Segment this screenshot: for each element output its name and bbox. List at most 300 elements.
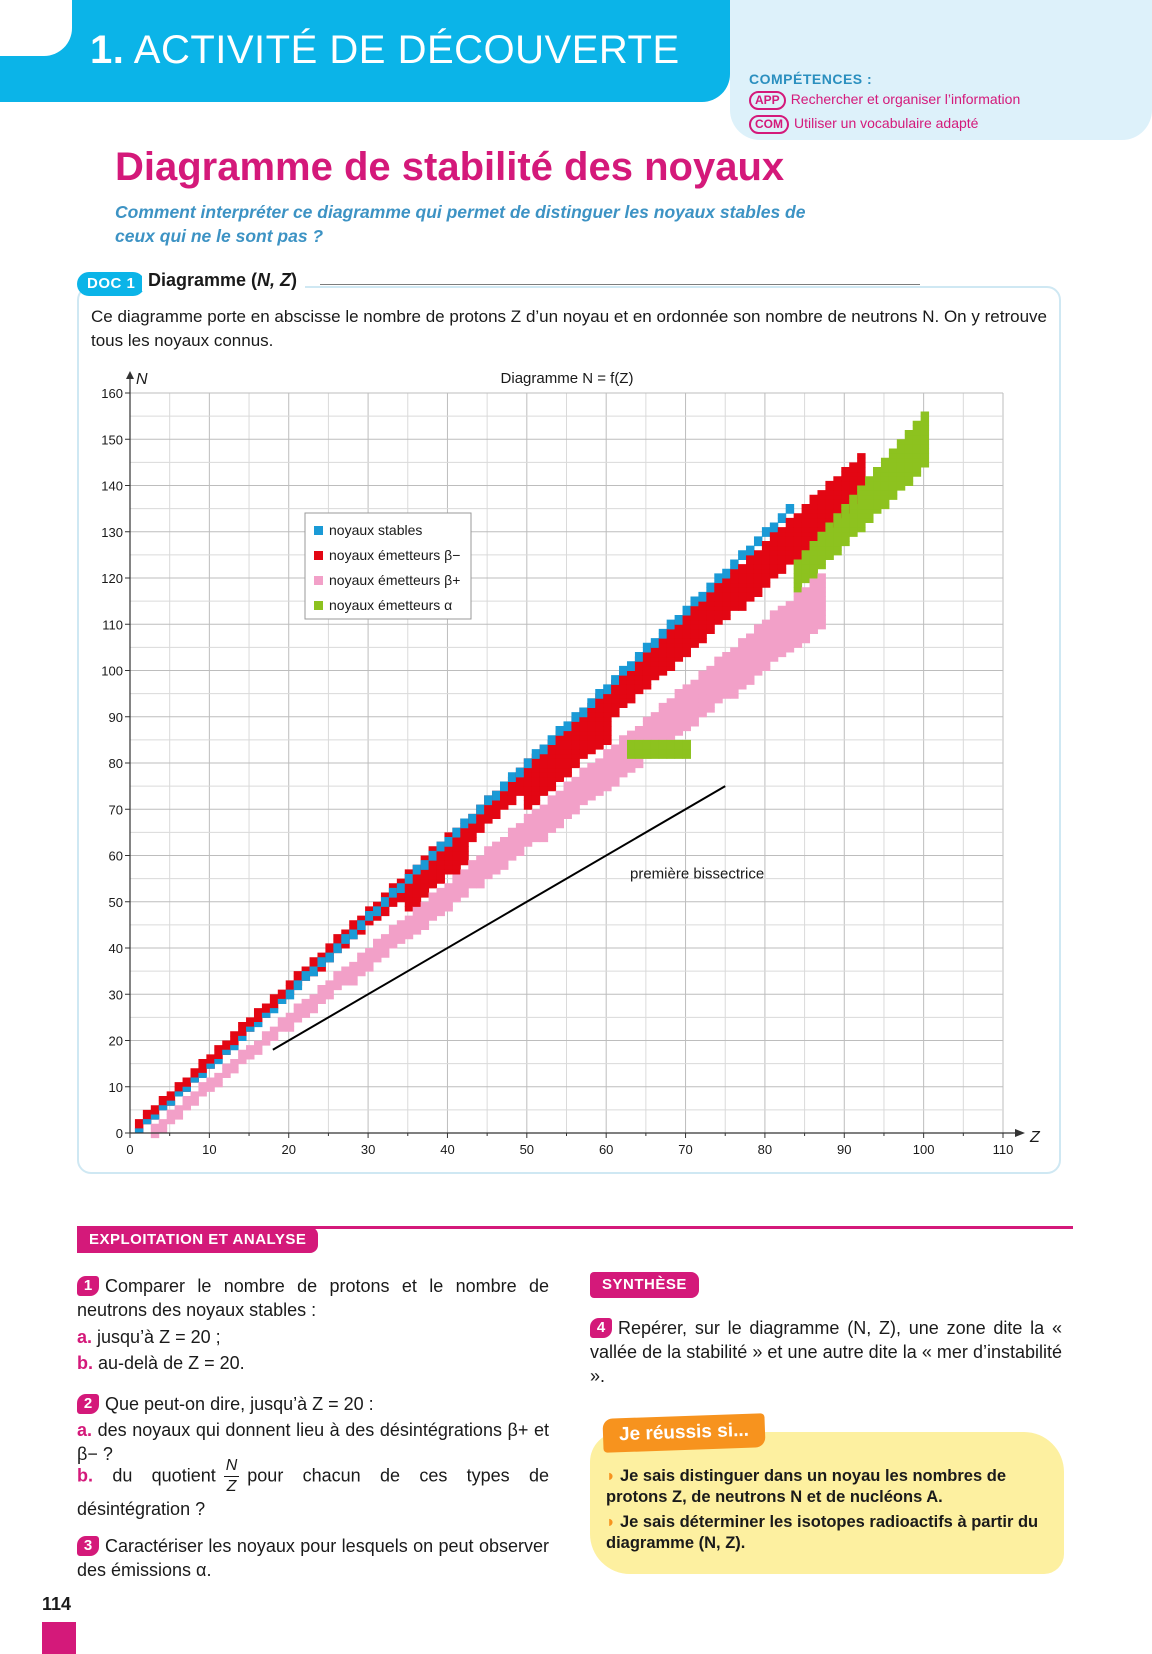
mark-beta-minus — [167, 1096, 175, 1101]
mark-beta-minus — [778, 536, 786, 541]
mark-stable — [722, 569, 730, 574]
mark-beta-minus — [683, 629, 691, 634]
mark-stable — [286, 990, 294, 995]
legend-swatch — [314, 576, 323, 585]
mark-beta-minus — [579, 740, 587, 745]
mark-beta-minus — [675, 634, 683, 639]
mark-alpha — [865, 481, 873, 486]
mark-beta-plus — [619, 740, 627, 745]
mark-beta-minus — [452, 842, 460, 847]
mark-alpha — [857, 490, 865, 495]
mark-beta-minus — [532, 795, 540, 800]
mark-stable — [746, 550, 754, 555]
mark-alpha — [833, 518, 841, 523]
mark-beta-plus — [754, 652, 762, 657]
mark-beta-plus — [730, 666, 738, 671]
mark-alpha — [857, 486, 865, 491]
mark-beta-minus — [802, 532, 810, 537]
mark-beta-minus — [690, 643, 698, 648]
mark-stable — [786, 504, 794, 509]
mark-beta-plus — [556, 805, 564, 810]
mark-beta-plus — [556, 823, 564, 828]
mark-beta-minus — [389, 897, 397, 902]
mark-beta-minus — [833, 476, 841, 481]
mark-beta-minus — [341, 930, 349, 935]
legend-swatch — [314, 601, 323, 610]
mark-beta-minus — [540, 763, 548, 768]
mark-beta-minus — [802, 523, 810, 528]
mark-beta-minus — [587, 712, 595, 717]
mark-beta-minus — [810, 536, 818, 541]
mark-beta-minus — [564, 745, 572, 750]
mark-beta-minus — [484, 805, 492, 810]
mark-alpha — [905, 476, 913, 481]
mark-stable — [262, 1013, 270, 1018]
mark-beta-minus — [135, 1124, 143, 1129]
mark-beta-minus — [770, 569, 778, 574]
mark-beta-plus — [524, 819, 532, 824]
mark-beta-minus — [817, 499, 825, 504]
mark-beta-minus — [500, 805, 508, 810]
mark-beta-plus — [722, 661, 730, 666]
mark-beta-plus — [770, 620, 778, 625]
mark-beta-plus — [421, 920, 429, 925]
mark-beta-plus — [738, 643, 746, 648]
y-tick-label: 80 — [108, 756, 123, 771]
x-tick-label: 110 — [992, 1142, 1014, 1157]
mark-beta-plus — [492, 842, 500, 847]
mark-beta-plus — [690, 694, 698, 699]
mark-beta-minus — [564, 772, 572, 777]
mark-stable — [278, 999, 286, 1004]
mark-alpha — [817, 560, 825, 565]
question-number: 3 — [77, 1536, 99, 1556]
mark-beta-minus — [825, 486, 833, 491]
mark-alpha — [873, 486, 881, 491]
mark-beta-plus — [532, 809, 540, 814]
y-tick-label: 20 — [108, 1033, 123, 1049]
mark-stable — [421, 865, 429, 870]
mark-beta-plus — [683, 694, 691, 699]
mark-beta-plus — [746, 657, 754, 662]
mark-beta-plus — [746, 680, 754, 685]
mark-beta-minus — [810, 513, 818, 518]
mark-beta-plus — [548, 795, 556, 800]
mark-beta-minus — [429, 846, 437, 851]
mark-beta-minus — [683, 638, 691, 643]
mark-beta-plus — [810, 629, 818, 634]
mark-stable — [659, 629, 667, 634]
mark-beta-minus — [532, 768, 540, 773]
mark-beta-minus — [476, 828, 484, 833]
mark-beta-minus — [730, 592, 738, 597]
mark-beta-plus — [754, 657, 762, 662]
mark-beta-plus — [429, 893, 437, 898]
mark-beta-plus — [476, 874, 484, 879]
mark-beta-minus — [524, 795, 532, 800]
mark-beta-minus — [595, 735, 603, 740]
mark-beta-plus — [778, 624, 786, 629]
mark-alpha — [889, 449, 897, 454]
mark-beta-plus — [325, 994, 333, 999]
mark-stable — [643, 647, 651, 652]
mark-beta-plus — [706, 671, 714, 676]
mark-stable — [746, 546, 754, 551]
mark-alpha — [897, 449, 905, 454]
question-3: 3 Caractériser les noyaux pour lesquels on peut observer des émissions α. — [77, 1536, 549, 1580]
mark-beta-minus — [325, 943, 333, 948]
mark-beta-plus — [302, 1008, 310, 1013]
mark-stable — [190, 1078, 198, 1083]
mark-stable — [579, 712, 587, 717]
mark-beta-plus — [770, 657, 778, 662]
mark-alpha — [913, 435, 921, 440]
mark-beta-minus — [437, 865, 445, 870]
mark-beta-minus — [222, 1045, 230, 1050]
mark-beta-minus — [397, 879, 405, 884]
mark-beta-minus — [437, 869, 445, 874]
mark-beta-minus — [770, 532, 778, 537]
mark-beta-minus — [500, 800, 508, 805]
mark-beta-minus — [730, 587, 738, 592]
mark-beta-plus — [564, 791, 572, 796]
mark-beta-plus — [714, 689, 722, 694]
mark-beta-plus — [746, 647, 754, 652]
mark-beta-minus — [643, 652, 651, 657]
mark-beta-minus — [667, 661, 675, 666]
mark-alpha — [857, 499, 865, 504]
mark-beta-plus — [548, 800, 556, 805]
mark-beta-plus — [357, 962, 365, 967]
mark-alpha — [675, 740, 683, 745]
mark-beta-plus — [500, 842, 508, 847]
mark-beta-plus — [611, 782, 619, 787]
mark-beta-minus — [405, 883, 413, 888]
mark-beta-minus — [659, 638, 667, 643]
mark-beta-minus — [738, 569, 746, 574]
mark-beta-plus — [484, 860, 492, 865]
mark-beta-minus — [754, 569, 762, 574]
mark-stable — [690, 601, 698, 606]
mark-beta-minus — [659, 671, 667, 676]
mark-beta-minus — [190, 1068, 198, 1073]
mark-alpha — [817, 541, 825, 546]
mark-alpha — [683, 745, 691, 750]
mark-beta-plus — [460, 883, 468, 888]
mark-beta-minus — [714, 606, 722, 611]
mark-stable — [270, 1008, 278, 1013]
mark-stable — [294, 980, 302, 985]
mark-beta-minus — [786, 560, 794, 565]
mark-beta-plus — [373, 939, 381, 944]
mark-beta-plus — [564, 795, 572, 800]
mark-beta-minus — [595, 726, 603, 731]
mark-beta-minus — [849, 462, 857, 467]
mark-beta-plus — [635, 763, 643, 768]
mark-beta-minus — [698, 606, 706, 611]
mark-beta-plus — [468, 869, 476, 874]
mark-beta-minus — [786, 555, 794, 560]
mark-beta-minus — [722, 610, 730, 615]
mark-alpha — [881, 495, 889, 500]
mark-beta-minus — [722, 587, 730, 592]
mark-beta-minus — [786, 536, 794, 541]
mark-beta-minus — [381, 911, 389, 916]
legend-label: noyaux émetteurs β+ — [329, 572, 461, 588]
mark-beta-plus — [706, 698, 714, 703]
mark-beta-plus — [817, 601, 825, 606]
mark-beta-minus — [571, 731, 579, 736]
mark-stable — [294, 985, 302, 990]
mark-beta-minus — [556, 763, 564, 768]
mark-beta-minus — [564, 735, 572, 740]
y-tick-label: 0 — [115, 1126, 123, 1141]
mark-alpha — [810, 569, 818, 574]
mark-alpha — [802, 564, 810, 569]
mark-alpha — [841, 541, 849, 546]
mark-alpha — [635, 754, 643, 759]
mark-beta-minus — [786, 527, 794, 532]
mark-stable — [706, 583, 714, 588]
mark-beta-plus — [198, 1091, 206, 1096]
mark-beta-minus — [794, 532, 802, 537]
mark-beta-minus — [524, 805, 532, 810]
mark-stable — [762, 532, 770, 537]
mark-beta-plus — [452, 893, 460, 898]
mark-beta-minus — [278, 990, 286, 995]
mark-beta-plus — [413, 925, 421, 930]
mark-beta-minus — [397, 893, 405, 898]
mark-beta-plus — [714, 694, 722, 699]
mark-stable — [730, 564, 738, 569]
mark-beta-minus — [421, 879, 429, 884]
mark-beta-plus — [230, 1059, 238, 1064]
mark-beta-plus — [706, 675, 714, 680]
mark-beta-plus — [698, 708, 706, 713]
mark-beta-minus — [706, 592, 714, 597]
mark-beta-minus — [587, 740, 595, 745]
mark-alpha — [905, 430, 913, 435]
mark-beta-minus — [159, 1096, 167, 1101]
mark-beta-minus — [706, 606, 714, 611]
mark-alpha — [635, 740, 643, 745]
mark-alpha — [905, 472, 913, 477]
mark-beta-plus — [802, 638, 810, 643]
mark-alpha — [889, 458, 897, 463]
y-tick-label: 100 — [101, 663, 123, 679]
mark-beta-plus — [675, 708, 683, 713]
mark-beta-minus — [333, 934, 341, 939]
mark-beta-plus — [278, 1022, 286, 1027]
mark-beta-plus — [746, 643, 754, 648]
mark-beta-minus — [452, 837, 460, 842]
mark-beta-minus — [714, 615, 722, 620]
mark-beta-plus — [746, 661, 754, 666]
mark-beta-plus — [357, 967, 365, 972]
mark-stable — [786, 509, 794, 514]
mark-alpha — [651, 749, 659, 754]
mark-stable — [381, 897, 389, 902]
mark-beta-plus — [476, 883, 484, 888]
mark-beta-plus — [413, 920, 421, 925]
mark-beta-plus — [317, 990, 325, 995]
mark-beta-plus — [460, 879, 468, 884]
y-tick-label: 150 — [101, 432, 123, 448]
mark-beta-plus — [802, 615, 810, 620]
mark-beta-minus — [571, 721, 579, 726]
mark-beta-minus — [587, 745, 595, 750]
mark-beta-plus — [754, 624, 762, 629]
mark-beta-minus — [524, 772, 532, 777]
mark-beta-plus — [738, 684, 746, 689]
mark-beta-plus — [349, 962, 357, 967]
mark-beta-plus — [619, 772, 627, 777]
arrow-icon: ◗ — [606, 1513, 616, 1531]
mark-beta-plus — [532, 819, 540, 824]
mark-alpha — [849, 527, 857, 532]
mark-beta-plus — [373, 943, 381, 948]
mark-stable — [579, 708, 587, 713]
mark-beta-plus — [556, 800, 564, 805]
mark-beta-minus — [397, 897, 405, 902]
mark-beta-plus — [460, 888, 468, 893]
page-number: 114 — [42, 1594, 72, 1614]
mark-beta-plus — [571, 791, 579, 796]
mark-beta-plus — [349, 971, 357, 976]
mark-beta-minus — [460, 846, 468, 851]
mark-alpha — [881, 476, 889, 481]
mark-beta-minus — [206, 1054, 214, 1059]
mark-beta-plus — [270, 1031, 278, 1036]
mark-beta-plus — [627, 735, 635, 740]
mark-beta-plus — [802, 629, 810, 634]
mark-stable — [373, 911, 381, 916]
mark-beta-minus — [722, 597, 730, 602]
y-tick-label: 10 — [108, 1079, 123, 1095]
mark-beta-plus — [714, 666, 722, 671]
mark-beta-minus — [603, 721, 611, 726]
mark-stable — [444, 842, 452, 847]
mark-beta-minus — [849, 486, 857, 491]
mark-beta-plus — [698, 684, 706, 689]
mark-alpha — [802, 560, 810, 565]
mark-beta-plus — [564, 782, 572, 787]
mark-beta-minus — [405, 906, 413, 911]
exploitation-tag: EXPLOITATION ET ANALYSE — [77, 1227, 318, 1253]
mark-beta-plus — [508, 846, 516, 851]
mark-beta-plus — [786, 643, 794, 648]
mark-beta-minus — [508, 795, 516, 800]
y-tick-label: 60 — [108, 848, 123, 864]
question-2a: a. des noyaux qui donnent lieu à des désintégrations β+ et β− ? — [77, 1420, 549, 1464]
mark-alpha — [913, 444, 921, 449]
mark-beta-plus — [794, 634, 802, 639]
mark-alpha — [841, 527, 849, 532]
mark-beta-minus — [627, 680, 635, 685]
mark-beta-minus — [571, 749, 579, 754]
mark-beta-plus — [532, 837, 540, 842]
mark-alpha — [817, 536, 825, 541]
mark-beta-plus — [183, 1096, 191, 1101]
x-tick-label: 40 — [440, 1142, 455, 1157]
mark-beta-minus — [794, 541, 802, 546]
mark-beta-minus — [516, 786, 524, 791]
mark-beta-minus — [413, 888, 421, 893]
mark-beta-minus — [548, 758, 556, 763]
mark-alpha — [810, 555, 818, 560]
mark-stable — [468, 814, 476, 819]
mark-beta-minus — [817, 527, 825, 532]
mark-alpha — [841, 509, 849, 514]
mark-beta-plus — [310, 1004, 318, 1009]
mark-beta-plus — [817, 624, 825, 629]
mark-beta-minus — [770, 536, 778, 541]
mark-beta-minus — [349, 925, 357, 930]
mark-beta-plus — [564, 800, 572, 805]
mark-stable — [254, 1022, 262, 1027]
mark-beta-plus — [810, 578, 818, 583]
mark-beta-plus — [175, 1115, 183, 1120]
mark-beta-minus — [460, 842, 468, 847]
mark-beta-minus — [738, 592, 746, 597]
mark-beta-minus — [754, 592, 762, 597]
mark-beta-plus — [349, 976, 357, 981]
mark-stable — [206, 1064, 214, 1069]
mark-beta-minus — [675, 647, 683, 652]
mark-beta-minus — [651, 666, 659, 671]
mark-beta-plus — [746, 666, 754, 671]
mark-alpha — [857, 523, 865, 528]
mark-beta-minus — [571, 758, 579, 763]
mark-stable — [556, 731, 564, 736]
mark-beta-plus — [468, 865, 476, 870]
mark-beta-minus — [698, 624, 706, 629]
mark-beta-plus — [778, 610, 786, 615]
mark-alpha — [881, 467, 889, 472]
mark-beta-plus — [317, 985, 325, 990]
mark-beta-minus — [460, 828, 468, 833]
mark-stable — [540, 749, 548, 754]
mark-stable — [437, 842, 445, 847]
mark-beta-minus — [810, 518, 818, 523]
mark-beta-minus — [722, 578, 730, 583]
mark-beta-plus — [198, 1087, 206, 1092]
mark-beta-plus — [540, 823, 548, 828]
mark-beta-minus — [635, 675, 643, 680]
mark-beta-minus — [810, 509, 818, 514]
mark-beta-minus — [270, 994, 278, 999]
mark-beta-minus — [373, 916, 381, 921]
mark-beta-plus — [714, 684, 722, 689]
mark-stable — [619, 666, 627, 671]
mark-beta-minus — [762, 573, 770, 578]
mark-alpha — [921, 458, 929, 463]
mark-beta-minus — [730, 597, 738, 602]
mark-stable — [413, 869, 421, 874]
arrow-icon: ◗ — [606, 1467, 616, 1485]
mark-beta-minus — [595, 708, 603, 713]
mark-beta-plus — [579, 772, 587, 777]
mark-beta-minus — [540, 786, 548, 791]
mark-alpha — [913, 449, 921, 454]
mark-beta-minus — [214, 1045, 222, 1050]
mark-beta-plus — [603, 786, 611, 791]
mark-stable — [238, 1036, 246, 1041]
mark-beta-plus — [524, 837, 532, 842]
mark-beta-plus — [294, 1004, 302, 1009]
mark-beta-plus — [373, 948, 381, 953]
mark-beta-minus — [730, 606, 738, 611]
